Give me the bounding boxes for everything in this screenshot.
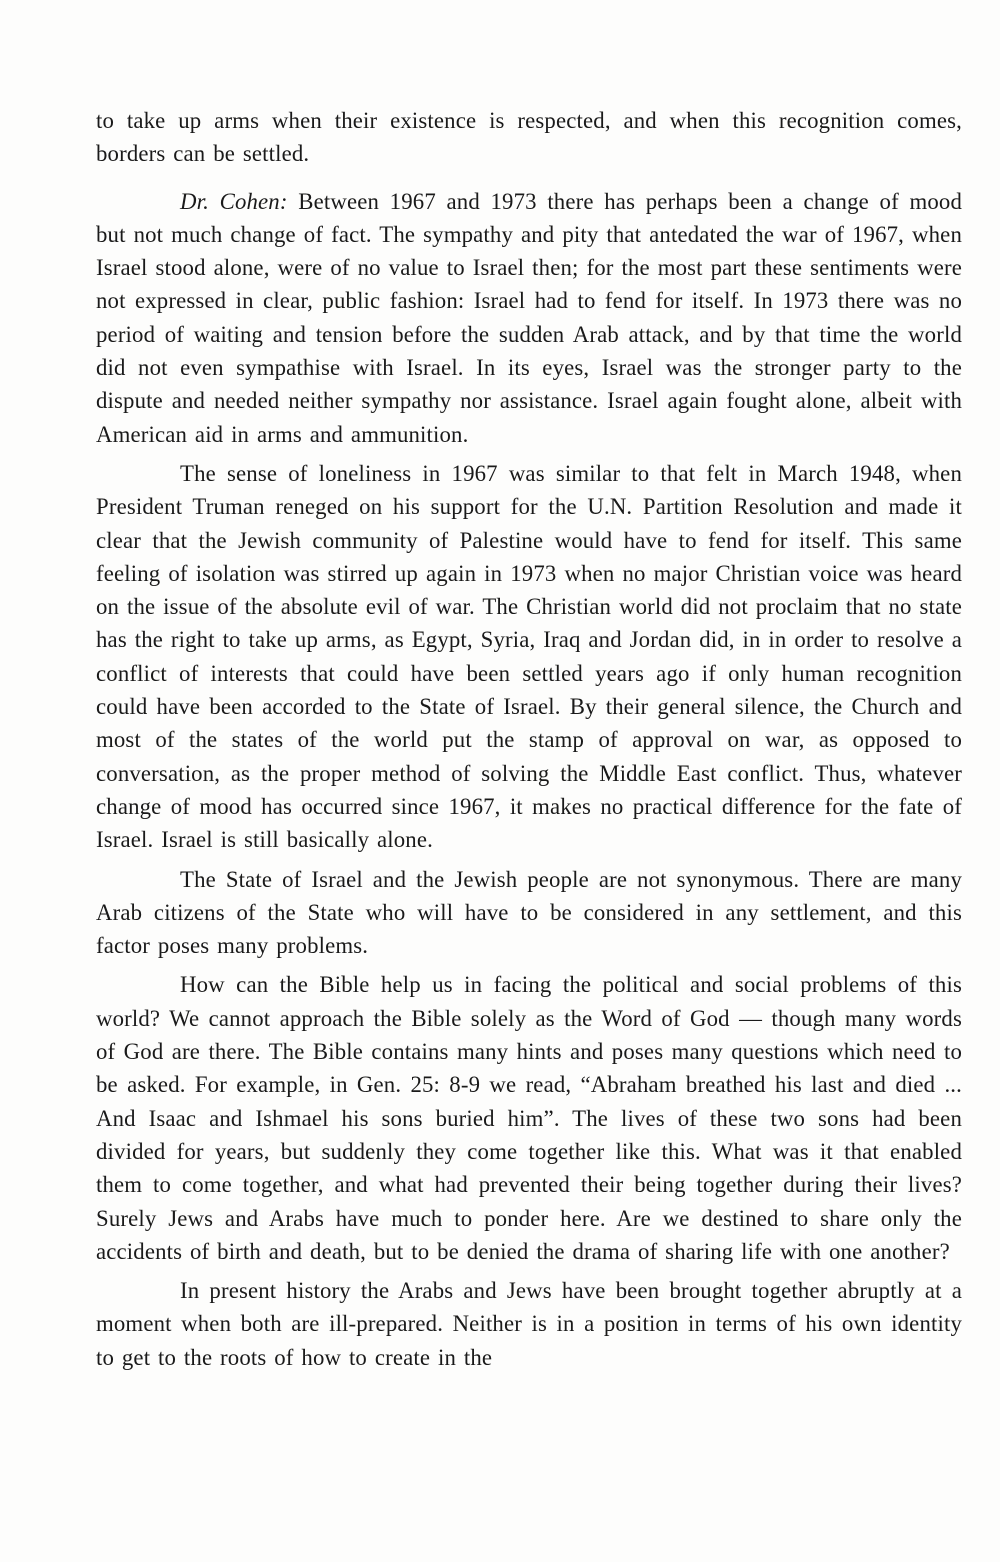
paragraph-3: The sense of loneliness in 1967 was similar to that felt in March 1948, when President Truman reneged on his support for the U.N. Partition Resolution and made it clear that the Jewish community of Palestine would have to fend for itself. This same feeling of isolation was stirred up again in 1973 when no major Christian voice was heard on the issue of the absolute evil of war. The Christian world did not proclaim that no state has the right to take up arms, as Egypt, Syria, Iraq and Jordan did, in in order to resolve a conflict of interests that could have been settled years ago if only human recognition could have been accorded to the State of Israel. By their general silence, the Church and most of the states of the world put the stamp of approval on war, as opposed to conversation, as the proper method of solving the Middle East conflict. Thus, whatever change of mood has occurred since 1967, it makes no practical difference for the fate of Israel. Israel is still basically alone. (96, 460, 962, 853)
paragraph-2-text: Between 1967 and 1973 there has perhaps been a change of mood but not much change of fact. The sympathy and pity that antedated the war of 1967, when Israel stood alone, were of no value to Israel then; for the most part these sentiments were not expressed in clear, public fashion: Israel had to fend for itself. In 1973 there was no period of waiting and tension before the sudden Arab attack, and by that time the world did not even sympathise with Israel. In its eyes, Israel was the stronger party to the dispute and needed neither sympathy nor assistance. Israel again fought alone, albeit with American aid in arms and ammunition. (96, 188, 962, 447)
body-text (96, 104, 962, 1374)
paragraph-5: How can the Bible help us in facing the political and social problems of this world? We cannot approach the Bible solely as the Word of God — though many words of God are there. The Bible contains many hints and poses many questions which need to be asked. For example, in Gen. 25: 8-9 we read, “Abraham breathed his last and died ... And Isaac and Ishmael his sons buried him”. The lives of these two sons had been divided for years, but suddenly they come together like this. What was it that enabled them to come together, and what had prevented their being together during their lives? Surely Jews and Arabs have much to ponder here. Are we destined to share only the accidents of birth and death, but to be denied the drama of sharing life with one another? (96, 972, 962, 1264)
paragraph-4: The State of Israel and the Jewish people are not synonymous. There are many Arab citizens of the State who will have to be considered in any settlement, and this factor poses many problems. (96, 866, 962, 959)
paragraph-6: In present history the Arabs and Jews have been brought together abruptly at a moment when both are ill-prepared. Neither is in a position in terms of his own identity to get to the roots of how to create in the (96, 1278, 962, 1370)
speaker-label: Dr. Cohen: (180, 188, 288, 214)
paragraph-1: to take up arms when their existence is respected, and when this recognition comes, borders can be settled. (96, 108, 962, 167)
paragraph-2 (96, 185, 962, 451)
